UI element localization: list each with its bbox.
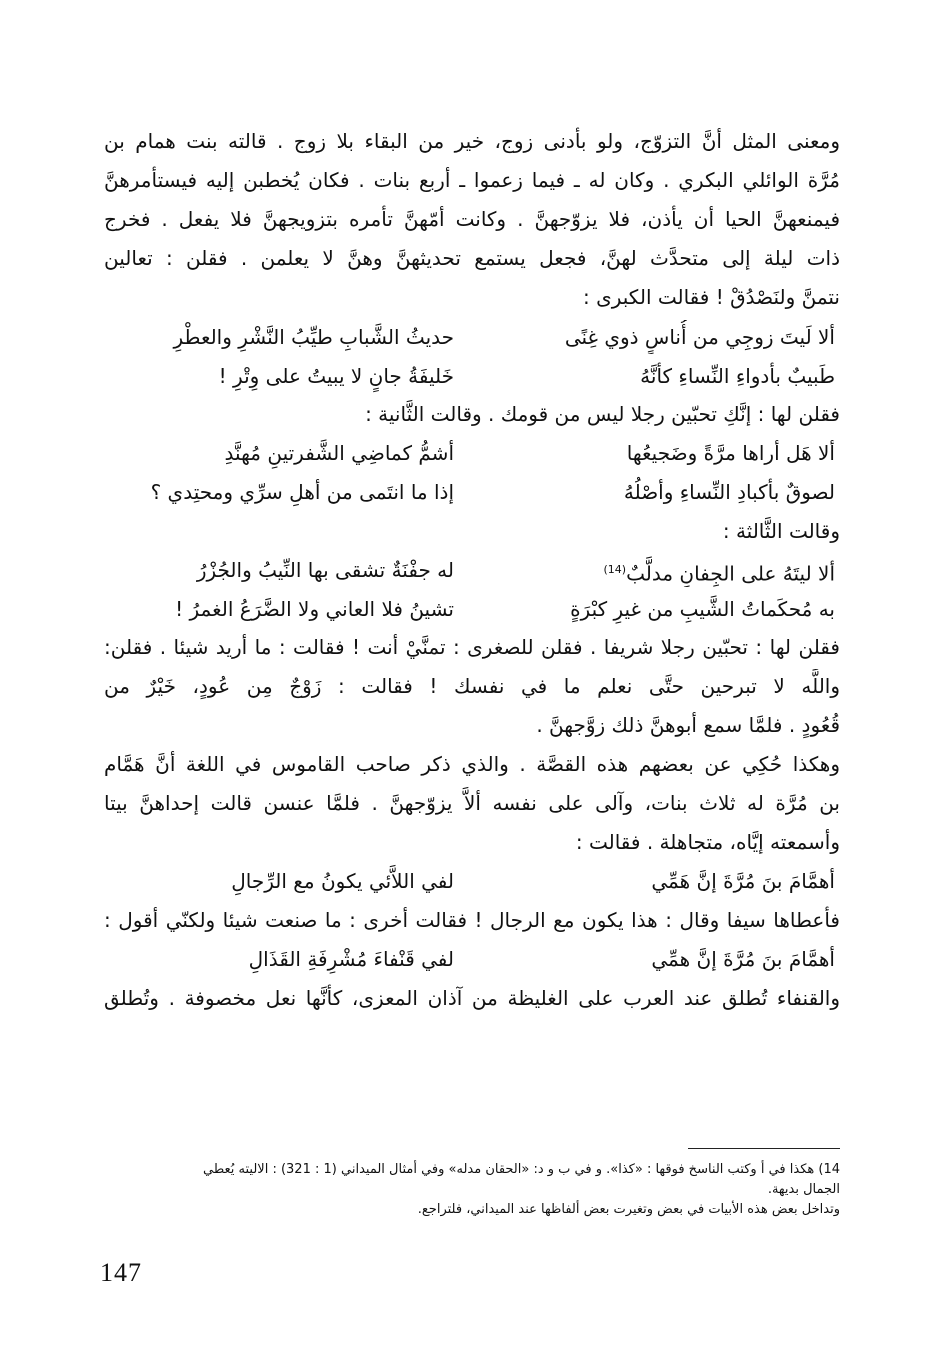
body-text-line: بن مُرَّة له ثلاث بنات، وآلى على نفسه ألاَّ يزوّجهنَّ . فلمَّا عنسن قالت إحداهنَّ بيتا: [104, 791, 840, 815]
verse-second-hemistich: له جفْنَةٌ تشقى بها النِّيبُ والجُزْرُ: [196, 558, 454, 582]
body-text-line: قُعُودٍ . فلمَّا سمع أبوهنَّ ذلك زوَّجهنَّ .: [536, 713, 840, 737]
verse-first-hemistich: لصوقٌ بأكبادِ النِّساءِ وأصْلُهُ: [623, 480, 835, 504]
page-number: 147: [100, 1258, 142, 1287]
body-text-line: وهكذا حُكِي عن بعضهم هذه القصَّة . والذي ذكر صاحب القاموس في اللغة أنَّ هَمَّام: [104, 752, 840, 776]
body-text-line: فقلن لها : تحبّين رجلا شريفا . فقلن للصغرى : تمنَّيْ أنت ! فقالت : ما أريد شيئا . فقلن:: [104, 635, 840, 659]
body-text-line: ذات ليلة إلى متحدَّث لهنَّ، فجعل يستمع تحديثهنَّ وهنَّ لا يعلمن . فقلن : تعالين: [104, 246, 840, 270]
verse-first-hemistich: طَبيبٌ بأدواءِ النِّساءِ كأنَّهُ: [640, 364, 835, 388]
body-text-line: نتمنَّ ولنَصْدُقْ ! فقالت الكبرى :: [582, 285, 840, 309]
verse-second-hemistich: لفي قَنْفاءَ مُشْرِفَةِ القَذَالِ: [248, 947, 454, 971]
verse-second-hemistich: حديثُ الشَّبابِ طيِّبُ النَّشْرِ والعطْرِ: [173, 325, 454, 349]
verse-second-hemistich: إذا ما انتَمى من أهلِ سرِّي ومحتِدي ؟: [150, 480, 454, 504]
body-text-line: واللَّه لا تبرحين حتَّى نعلم ما في نفسك ! فقالت : زَوْجٌ مِن عُودٍ، خَيْرٌ من: [104, 674, 840, 698]
verse-second-hemistich: تشينُ فلا العاني ولا الضَّرَعُ الغمرُ !: [175, 597, 454, 621]
footnote-reference: (14): [603, 563, 627, 576]
verse-text: ألا ليتَهُ على الجِفانِ مدلَّبٌ: [626, 561, 835, 586]
footnote-line: الجمال بديهة.: [767, 1182, 840, 1197]
body-text-line: وقالت الثَّالثة :: [722, 519, 840, 543]
verse-second-hemistich: لفي اللاَّئي يكونُ مع الرِّجالِ: [231, 869, 454, 893]
body-text-line: فقلن لها : إنَّكِ تحبّين رجلا ليس من قومك . وقالت الثَّانية :: [365, 402, 840, 426]
body-text-line: ومعنى المثل أنَّ التزوّج، ولو بأدنى زوج، خير من البقاء بلا زوج . قالته بنت همام بن: [104, 129, 840, 153]
verse-second-hemistich: خَليفَةُ جانٍ لا يبيتُ على وِتْرِ !: [218, 364, 454, 388]
verse-first-hemistich: أهمَّامَ بنَ مُرَّةَ إنَّ همِّي: [651, 947, 835, 971]
body-text-line: فيمنعهنَّ الحيا أن يأذن، فلا يزوّجهنَّ . وكانت أمّهنَّ تأمره بتزويجهنَّ فلا يفعل . فخرج: [104, 207, 840, 231]
verse-first-hemistich: ألا لَيتَ زوجِي من أُناسٍ ذوي غِنًى: [564, 325, 835, 349]
verse-second-hemistich: أشمُّ كماضِي الشَّفرتينِ مُهنَّدِ: [224, 441, 454, 465]
verse-first-hemistich: به مُحكَماتُ الشَّيبِ من غيرِ كبْرَةٍ: [570, 597, 835, 621]
verse-first-hemistich: أهمَّامَ بنَ مُرَّةَ إنَّ هَمِّي: [651, 869, 835, 893]
verse-first-hemistich: [490, 553, 835, 587]
footnote-line: وتداخل بعض هذه الأبيات في بعض وتغيرت بعض ألفاظها عند الميداني، فلتراجع.: [417, 1202, 840, 1217]
body-text-line: فأعطاها سيفا وقال : هذا يكون مع الرجال ! فقالت أخرى : ما صنعت شيئا ولكنّي أقول :: [104, 908, 840, 932]
body-text-line: مُرَّة الوائلي البكري . وكان له ـ فيما زعموا ـ أربع بنات . فكان يُخطبن إليه فيستأمرهنَّ: [104, 168, 840, 192]
verse-first-hemistich: ألا هَل أراها مرَّةً وضَجيعُها: [626, 441, 835, 465]
footnote-line: 14) هكذا في أ وكتب الناسخ فوقها : «كذا». و في ب و د: «الحقان مدله» وفي أمثال الميداني (1 : 321) : الاليته يُعطي: [202, 1162, 840, 1177]
body-text-line: والقنفاء تُطلق عند العرب على الغليظة من آذان المعزى، كأنَّها نعل مخصوفة . وتُطلق: [104, 986, 840, 1010]
body-text-line: وأسمعته إيَّاه، متجاهلة . فقالت :: [575, 830, 840, 854]
footnote-separator: [688, 1148, 840, 1149]
